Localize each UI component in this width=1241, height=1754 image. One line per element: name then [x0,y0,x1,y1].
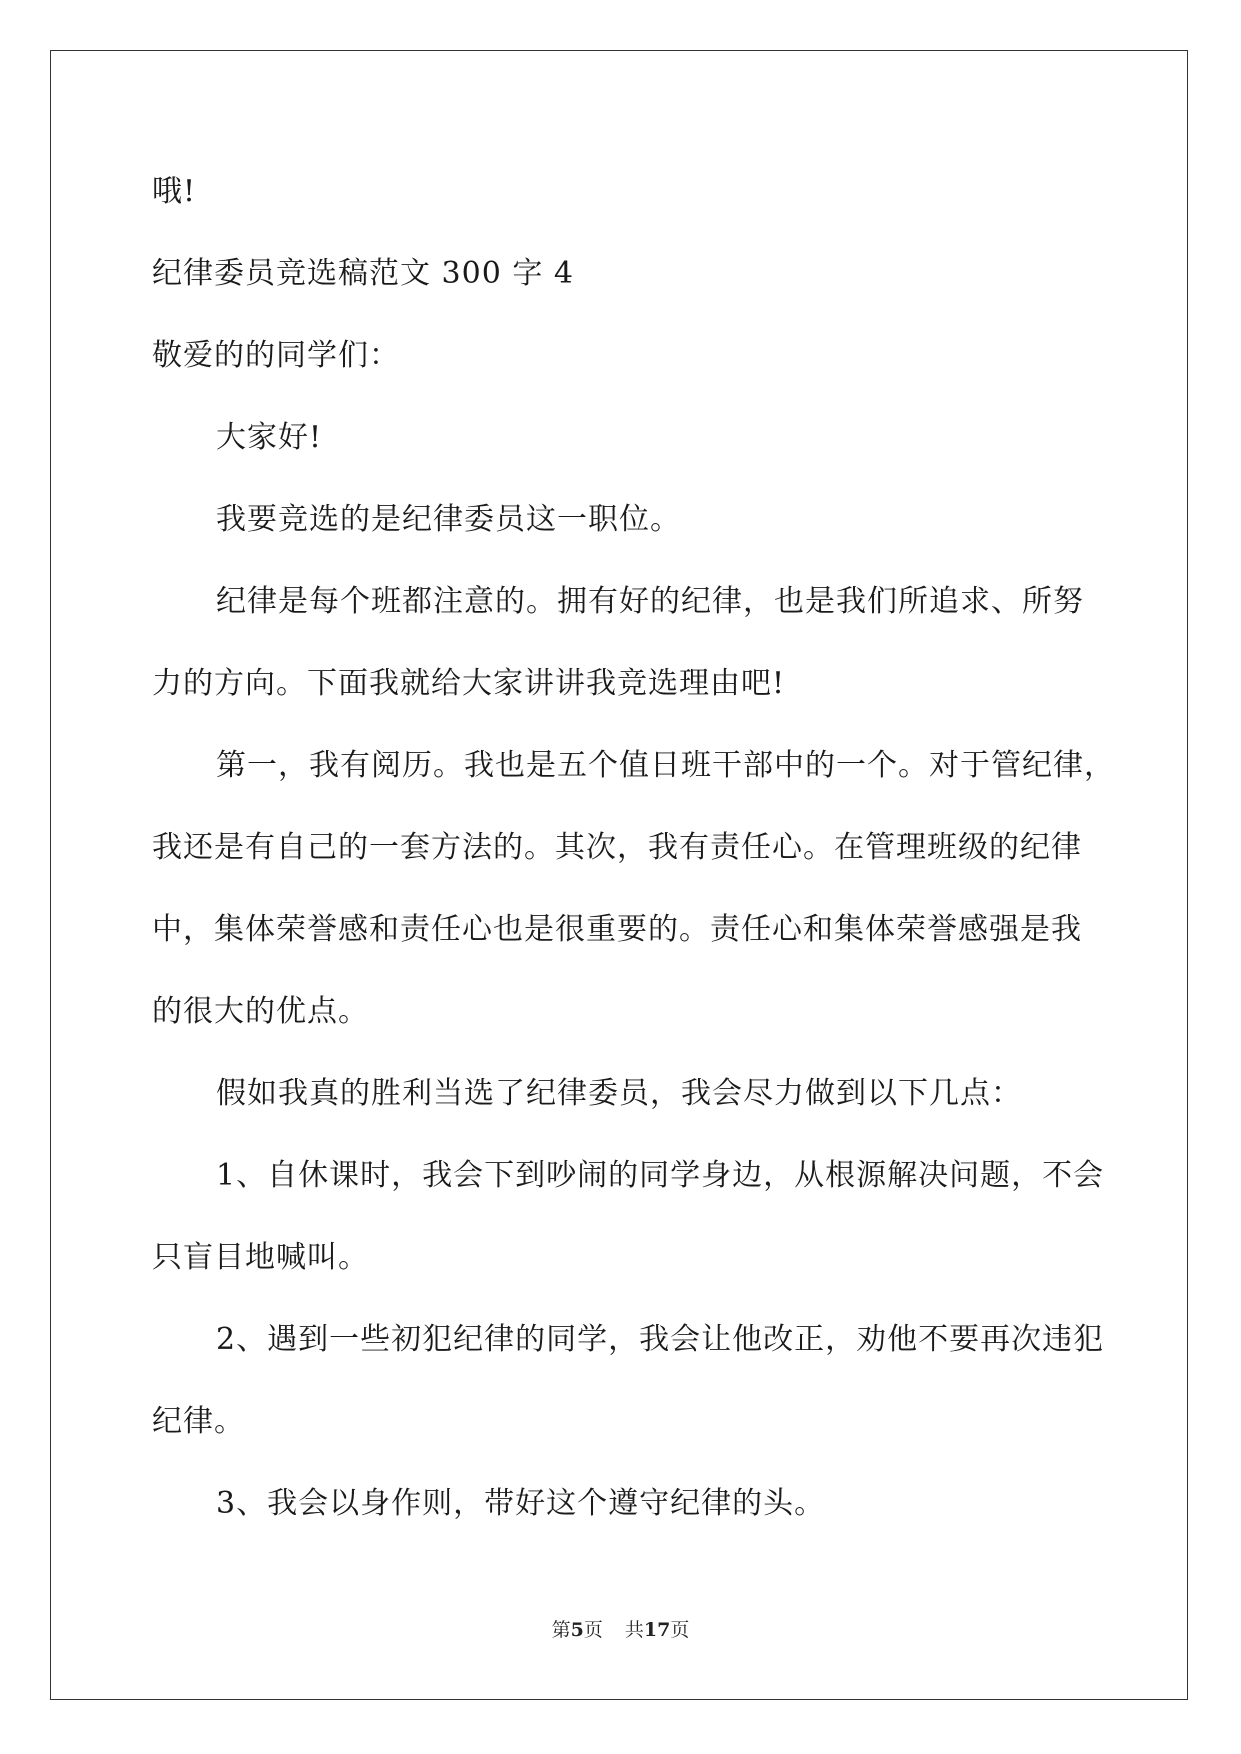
list-item-line: 2、遇到一些初犯纪律的同学，我会让他改正，劝他不要再次违犯 [216,1322,1105,1357]
paragraph-line: 力的方向。下面我就给大家讲讲我竞选理由吧! [152,666,786,701]
paragraph-line: 我要竞选的是纪律委员这一职位。 [216,502,681,537]
page-total: 17 [643,1619,671,1641]
page-unit: 页 [583,1619,603,1641]
list-item-line: 1、自休课时，我会下到吵闹的同学身边，从根源解决问题，不会 [216,1158,1105,1193]
list-item-line: 3、我会以身作则，带好这个遵守纪律的头。 [216,1486,826,1521]
list-item-line: 纪律。 [152,1404,245,1439]
paragraph-line: 中，集体荣誉感和责任心也是很重要的。责任心和集体荣誉感强是我 [152,912,1082,947]
paragraph-line: 第一，我有阅历。我也是五个值日班干部中的一个。对于管纪律， [216,748,1115,783]
total-prefix: 共 [624,1619,644,1641]
paragraph-line: 纪律是每个班都注意的。拥有好的纪律，也是我们所追求、所努 [216,584,1084,619]
section-title: 纪律委员竞选稿范文 300 字 4 [152,256,574,291]
salutation: 敬爱的的同学们： [152,338,400,373]
page-prefix: 第 [551,1619,571,1641]
text-line-continuation: 哦! [152,174,197,209]
page-border [50,50,1188,1700]
page-footer [0,1618,1241,1642]
paragraph-line: 假如我真的胜利当选了纪律委员，我会尽力做到以下几点： [216,1076,1022,1111]
greeting: 大家好! [216,420,323,455]
page-current: 5 [570,1619,584,1641]
list-item-line: 只盲目地喊叫。 [152,1240,369,1275]
paragraph-line: 我还是有自己的一套方法的。其次，我有责任心。在管理班级的纪律 [152,830,1082,865]
paragraph-line: 的很大的优点。 [152,994,369,1029]
total-unit: 页 [670,1619,690,1641]
